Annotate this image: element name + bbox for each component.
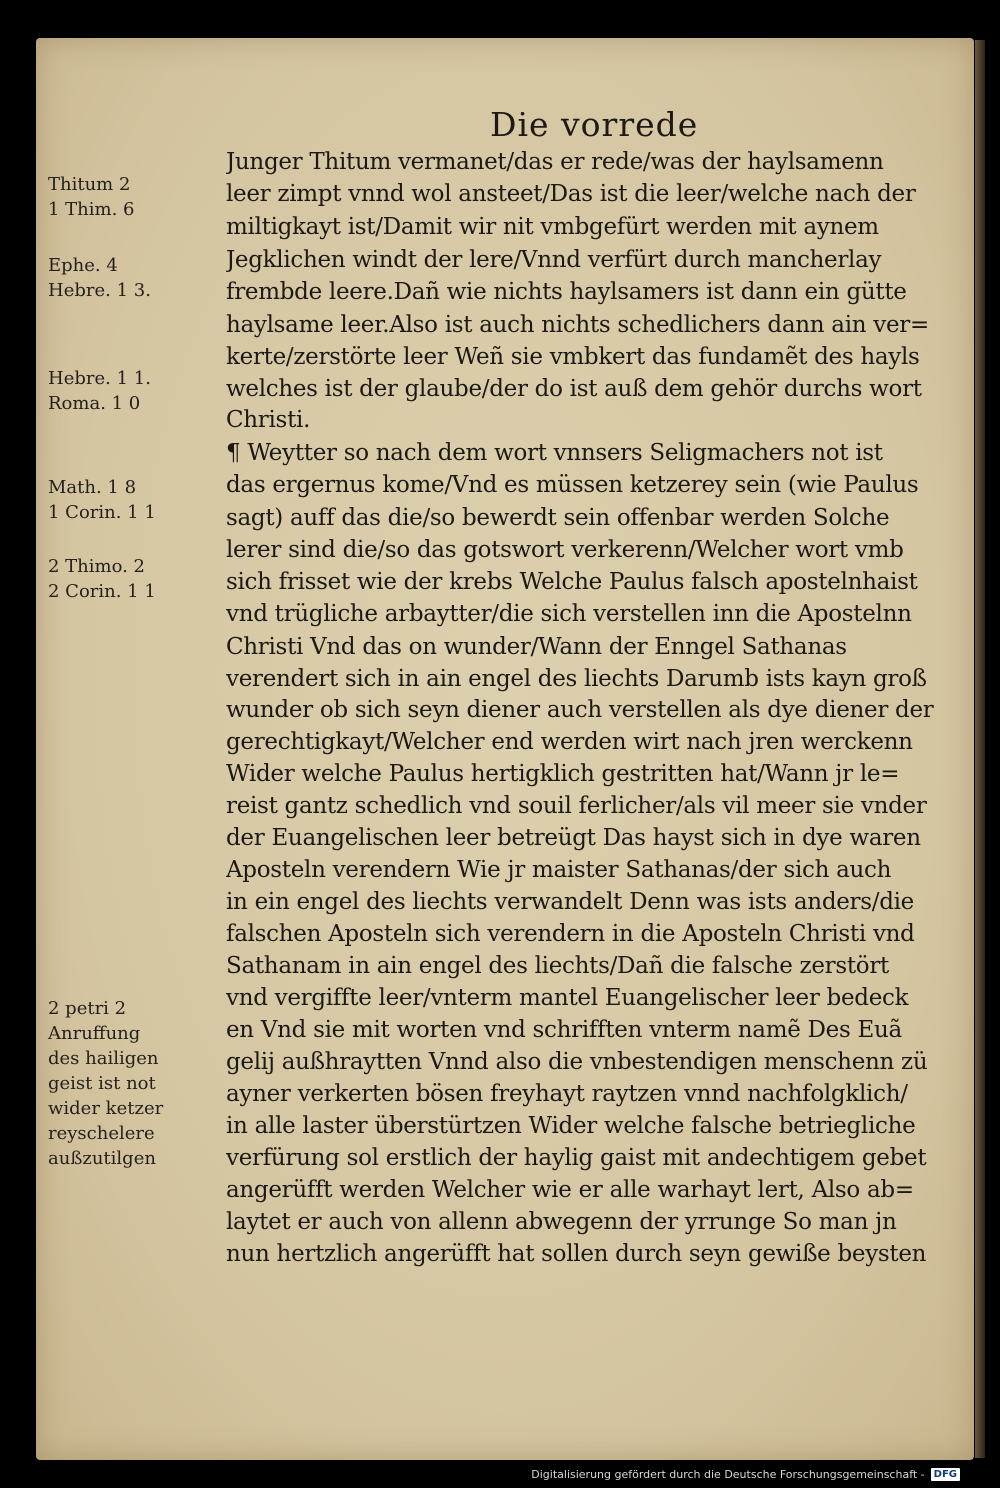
body-line: vnd vergiffte leer/vnterm mantel Euangelischer leer bedeck [226,985,909,1011]
body-line: Junger Thitum vermanet/das er rede/was der haylsamenn [226,149,884,175]
body-line: ayner verkerten bösen freyhayt raytzen vnnd nachfolgklich/ [226,1081,908,1107]
body-line: laytet er auch von allenn abwegenn der yrrunge So man jn [226,1209,897,1235]
margin-note-line: Ephe. 4 [48,255,118,276]
margin-note-line: Hebre. 1 3. [48,280,151,301]
body-line: gelij außhraytten Vnnd also die vnbestendigen menschenn zü [226,1049,928,1075]
margin-note-line: Roma. 1 0 [48,393,141,414]
credit-text: Digitalisierung gefördert durch die Deutsche Forschungsgemeinschaft - [531,1468,925,1481]
margin-note [48,366,218,416]
margin-note [48,475,218,525]
margin-note-line: außzutilgen [48,1148,156,1169]
body-line: reist gantz schedlich vnd souil ferlicher/als vil meer sie vnder [226,793,927,819]
page-fold [975,40,985,1458]
margin-note-line: 1 Thim. 6 [48,199,135,220]
margin-note-line: 2 Thimo. 2 [48,556,146,577]
body-line: verendert sich in ain engel des liechts Darumb ists kayn groß [226,666,927,692]
margin-note-line: Hebre. 1 1. [48,368,151,389]
body-line: Christi. [226,407,311,433]
margin-note-line: des hailigen [48,1048,159,1069]
body-line: miltigkayt ist/Damit wir nit vmbgefürt werden mit aynem [226,214,879,240]
margin-note-line: Thitum 2 [48,174,131,195]
body-line: welches ist der glaube/der do ist auß dem gehör durchs wort [226,376,922,402]
margin-note [48,253,218,303]
margin-note-line: 1 Corin. 1 1 [48,502,156,523]
body-line: haylsame leer.Also ist auch nichts schedlichers dann ain ver= [226,312,929,338]
margin-note-line: 2 Corin. 1 1 [48,581,156,602]
body-line: kerte/zerstörte leer Weñ sie vmbkert das fundamẽt des hayls [226,344,920,370]
body-line: sagt) auff das die/so bewerdt sein offenbar werden Solche [226,505,890,531]
margin-note-line: wider ketzer [48,1098,164,1119]
body-line: en Vnd sie mit worten vnd schrifften vnterm namẽ Des Euã [226,1017,902,1043]
body-line: Christi Vnd das on wunder/Wann der Enngel Sathanas [226,634,847,660]
body-line: wunder ob sich seyn diener auch verstellen als dye diener der [226,697,934,723]
body-line: der Euangelischen leer betreügt Das hayst sich in dye waren [226,825,921,851]
body-line: ¶ Weytter so nach dem wort vnnsers Seligmachers not ist [226,440,883,466]
margin-note [48,172,218,222]
margin-note-line: Math. 1 8 [48,477,137,498]
margin-note [48,554,218,604]
margin-note-line: reyschelere [48,1123,155,1144]
body-line: lerer sind die/so das gotswort verkerenn/Welcher wort vmb [226,537,904,563]
body-line: in alle laster überstürtzen Wider welche falsche betriegliche [226,1113,916,1139]
body-line: angerüfft werden Welcher wie er alle warhayt lert, Also ab= [226,1177,914,1203]
margin-note-line: 2 petri 2 [48,998,127,1019]
margin-note-line: geist ist not [48,1073,156,1094]
body-line: in ein engel des liechts verwandelt Denn was ists anders/die [226,889,914,915]
body-line: frembde leere.Dañ wie nichts haylsamers ist dann ein gütte [226,279,907,305]
body-line: Jegklichen windt der lere/Vnnd verfürt durch mancherlay [226,247,882,273]
body-line: vnd trügliche arbaytter/die sich verstellen inn die Apostelnn [226,601,912,627]
dfg-logo: DFG [931,1468,960,1481]
body-line: Wider welche Paulus hertigklich gestritten hat/Wann jr le= [226,761,900,787]
body-line: Aposteln verendern Wie jr maister Sathanas/der sich auch [226,857,892,883]
body-line: gerechtigkayt/Welcher end werden wirt nach jren werckenn [226,729,913,755]
margin-note [48,996,218,1171]
body-line: leer zimpt vnnd wol ansteet/Das ist die leer/welche nach der [226,181,916,207]
margin-note-line: Anruffung [48,1023,141,1044]
body-line: das ergernus kome/Vnd es müssen ketzerey sein (wie Paulus [226,472,919,498]
page-header: Die vorrede [490,105,699,144]
body-line: verfürung sol erstlich der haylig gaist mit andechtigem gebet [226,1145,927,1171]
body-line: sich frisset wie der krebs Welche Paulus falsch apostelnhaist [226,569,918,595]
body-line: Sathanam in ain engel des liechts/Dañ die falsche zerstört [226,953,889,979]
digitization-credit [531,1468,960,1481]
body-line: nun hertzlich angerüfft hat sollen durch seyn gewiße beysten [226,1241,927,1267]
body-line: falschen Aposteln sich verendern in die Aposteln Christi vnd [226,921,915,947]
